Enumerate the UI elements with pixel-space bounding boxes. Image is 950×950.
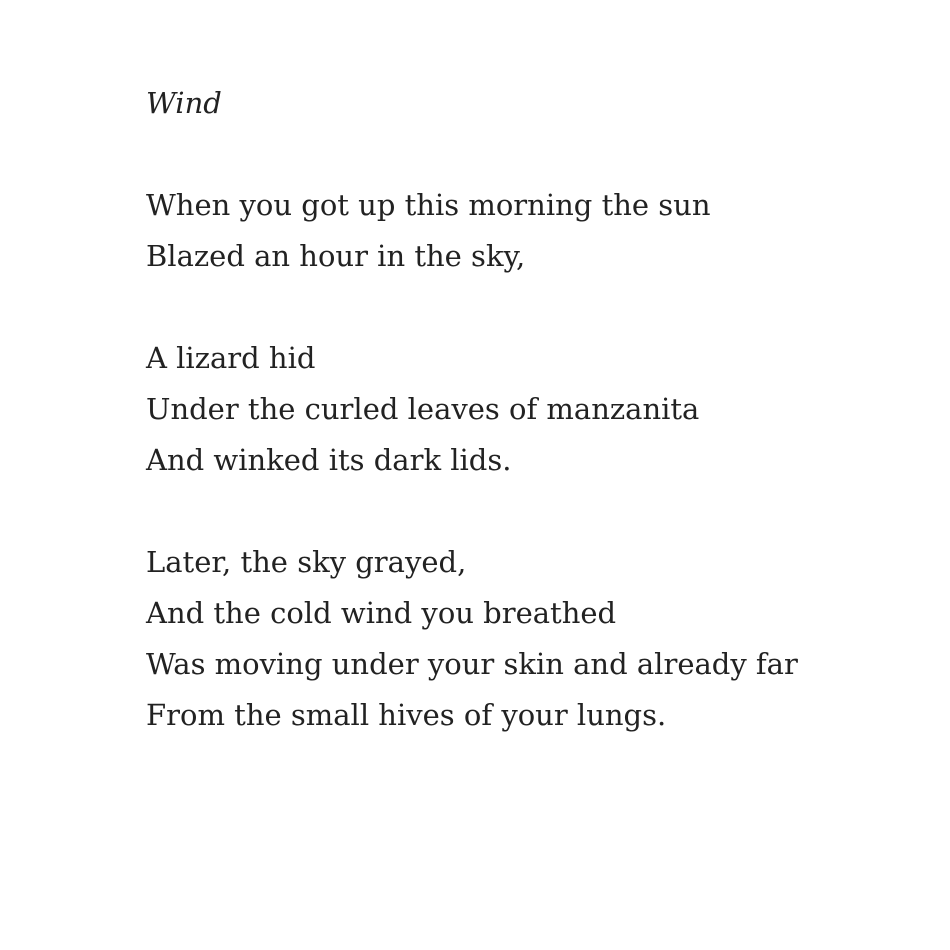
poem-line: And winked its dark lids. xyxy=(146,443,512,477)
poem-line: Blazed an hour in the sky, xyxy=(146,239,526,273)
poem-line: From the small hives of your lungs. xyxy=(146,698,667,732)
poem-line: When you got up this morning the sun xyxy=(146,188,711,222)
poem-title: Wind xyxy=(146,86,222,120)
stanza-1 xyxy=(146,180,906,282)
poem xyxy=(146,78,906,741)
poem-line: Under the curled leaves of manzanita xyxy=(146,392,700,426)
poem-line: Later, the sky grayed, xyxy=(146,545,467,579)
stanza-3 xyxy=(146,537,906,741)
stanza-2 xyxy=(146,333,906,486)
poem-line: And the cold wind you breathed xyxy=(146,596,617,630)
poem-line: A lizard hid xyxy=(146,341,316,375)
poem-line: Was moving under your skin and already far xyxy=(146,647,798,681)
